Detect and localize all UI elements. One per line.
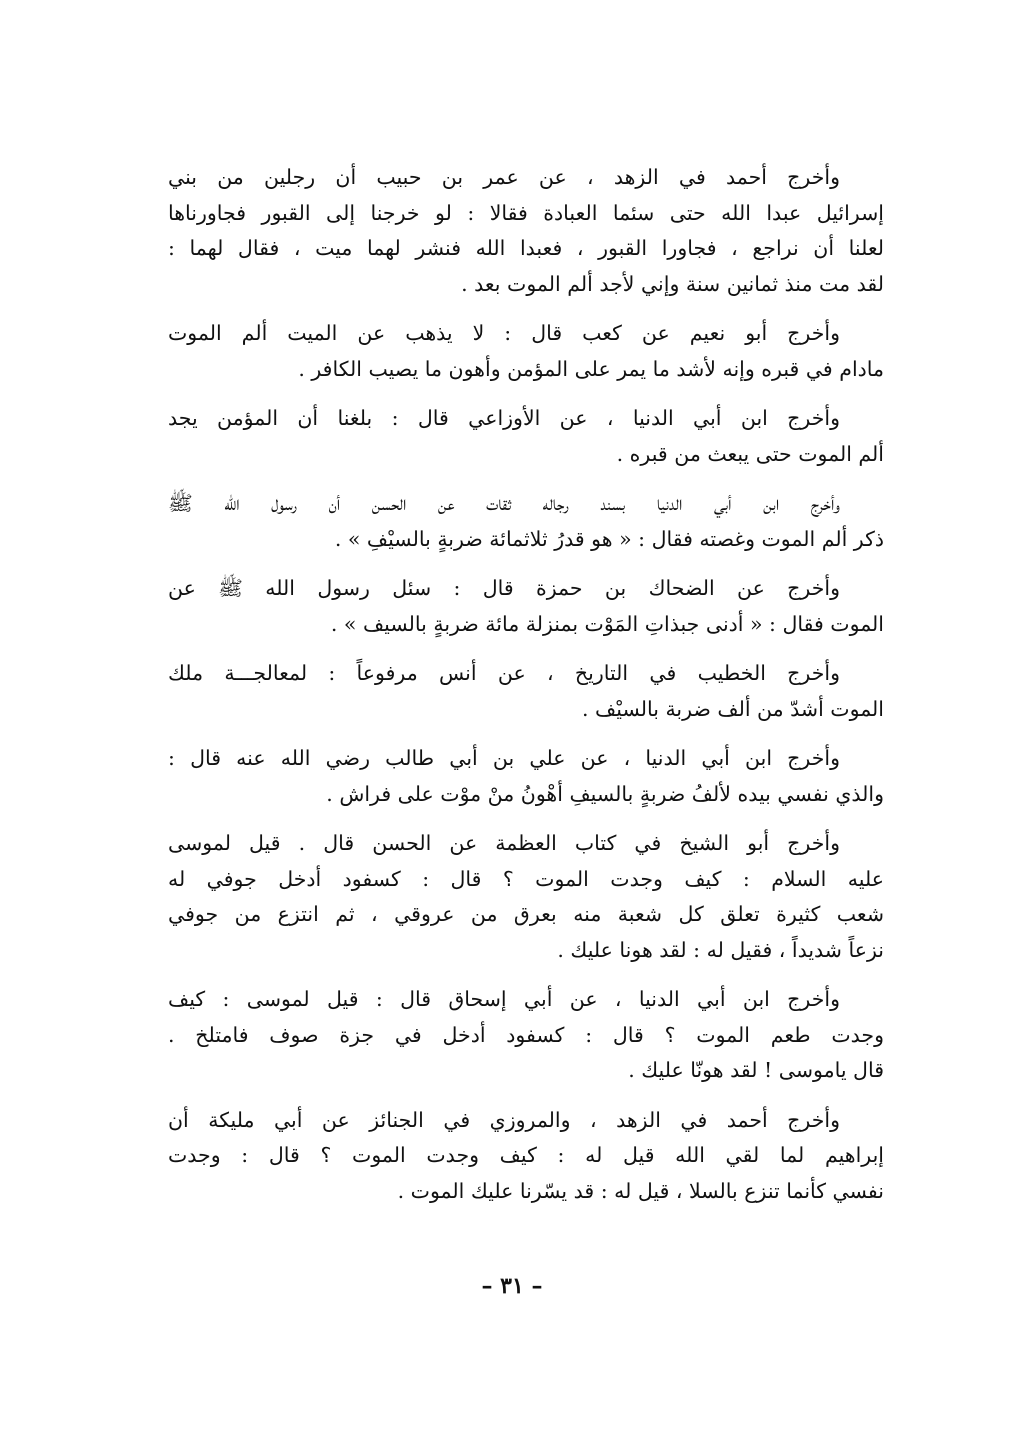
text-line: وأخرج عن الضحاك بن حمزة قال : سئل رسول الله ﷺ عن — [168, 576, 840, 600]
text-line: وأخرج ابن أبي الدنيا بسند رجاله ثقات عن الحسن أن رسول الله ﷺ — [168, 491, 840, 515]
text-line: لعلنا أن نراجع ، فجاورا القبور ، فعبدا الله فنشر لهما ميت ، فقال لهما : — [168, 236, 884, 260]
text-line: وجدت طعم الموت ؟ قال : كسفود أدخل في جزة صوف فامتلخ . — [168, 1022, 884, 1047]
text-line: وأخرج أحمد في الزهد ، عن عمر بن حبيب أن رجلين من بني — [168, 165, 840, 189]
text-line: وأخرج ابن أبي الدنيا ، عن الأوزاعي قال : بلغنا أن المؤمن يجد — [168, 406, 840, 430]
text-line: ألم الموت حتى يبعث من قبره . — [616, 441, 884, 466]
text-line: إبراهيم لما لقي الله قيل له : كيف وجدت الموت ؟ قال : وجدت — [168, 1143, 884, 1167]
text-line: الموت أشدّ من ألف ضربة بالسيْف . — [582, 696, 884, 721]
paragraph-6 — [168, 656, 884, 727]
text-line: قال ياموسى ! لقد هونّا عليك . — [628, 1058, 884, 1082]
text-line: مادام في قبره وإنه لأشد ما يمر على المؤمن وأهون ما يصيب الكافر . — [298, 356, 884, 381]
text-line: وأخرج أبو الشيخ في كتاب العظمة عن الحسن قال . قيل لموسى — [168, 831, 840, 855]
paragraph-5 — [168, 571, 884, 642]
page-number: – ٣١ – — [481, 1273, 543, 1299]
paragraph-3 — [168, 401, 884, 472]
text-line: وأخرج ابن أبي الدنيا ، عن علي بن أبي طالب رضي الله عنه قال : — [168, 746, 840, 770]
text-line: ذكر ألم الموت وغصته فقال : « هو قدرُ ثلاثمائة ضربةٍ بالسيْفِ » . — [334, 526, 884, 551]
text-line: وأخرج ابن أبي الدنيا ، عن أبي إسحاق قال : قيل لموسى : كيف — [168, 987, 840, 1011]
text-line: نزعاً شديداً ، فقيل له : لقد هونا عليك . — [557, 937, 884, 962]
text-line: لقد مت منذ ثمانين سنة وإني لأجد ألم الموت بعد . — [461, 271, 884, 296]
paragraph-7 — [168, 741, 884, 812]
text-line: نفسي كأنما تنزع بالسلا ، قيل له : قد يسّرنا عليك الموت . — [397, 1178, 884, 1203]
paragraph-10 — [168, 1103, 884, 1210]
paragraph-9 — [168, 982, 884, 1089]
paragraph-4 — [168, 486, 884, 557]
text-line: وأخرج أبو نعيم عن كعب قال : لا يذهب عن الميت ألم الموت — [168, 321, 840, 345]
text-line: وأخرج أحمد في الزهد ، والمروزي في الجنائز عن أبي مليكة أن — [168, 1107, 840, 1132]
page-body — [168, 160, 884, 1280]
text-line: الموت فقال : « أدنى جبذاتِ المَوْت بمنزلة مائة ضربةٍ بالسيف » . — [330, 611, 884, 636]
paragraph-1 — [168, 160, 884, 302]
text-line: إسرائيل عبدا الله حتى سئما العبادة فقالا : لو خرجنا إلى القبور فجاورناها — [168, 200, 884, 225]
text-line: عليه السلام : كيف وجدت الموت ؟ قال : كسفود أدخل جوفي له — [168, 866, 884, 891]
text-line: وأخرج الخطيب في التاريخ ، عن أنس مرفوعاً : لمعالجـــة ملك — [168, 661, 840, 685]
text-line: شعب كثيرة تعلق كل شعبة منه بعرق من عروقي ، ثم انتزع من جوفي — [168, 902, 884, 926]
paragraph-8 — [168, 826, 884, 968]
text-line: والذي نفسي بيده لألفُ ضربةٍ بالسيفِ أهْونُ منْ موْت على فراش . — [326, 781, 884, 806]
paragraph-2 — [168, 316, 884, 387]
